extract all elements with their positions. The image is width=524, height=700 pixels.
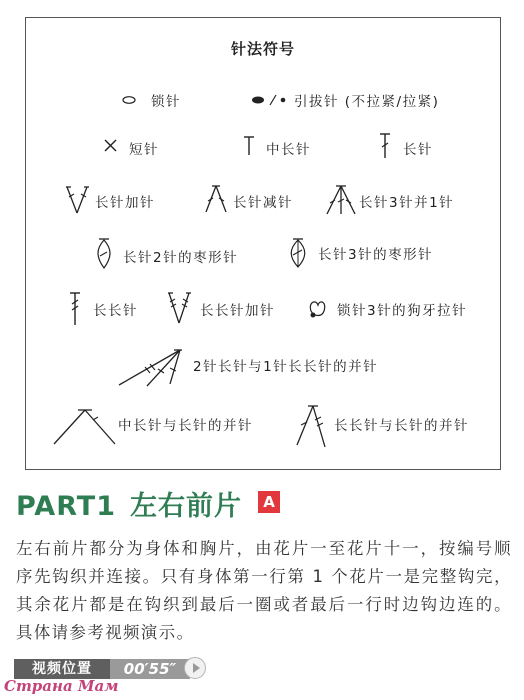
video-timestamp: 00′55″ <box>110 659 190 679</box>
part-subtitle: 左右前片 <box>130 491 242 522</box>
legend-label-hdc-dc-tog: 中长针与长针的并针 <box>118 418 253 434</box>
treble-symbol-icon <box>69 292 83 326</box>
section-badge: A <box>258 491 280 513</box>
chain-symbol-icon <box>122 95 138 105</box>
instruction-paragraph: 左右前片都分为身体和胸片，由花片一至花片十一，按编号顺序先钩织并连接。只有身体第一行第 1 个花片一是完整钩完，其余花片都是在钩织到最后一圈或者最后一行时边钩边连的。具体请参考视频演示。 <box>16 539 512 642</box>
legend-label-dc3tog: 长针3针并1针 <box>359 195 455 211</box>
watermark: Страна Мам <box>4 677 119 695</box>
legend-title: 针法符号 <box>230 40 295 58</box>
legend-label-dc3-cluster: 长针3针的枣形针 <box>318 247 434 263</box>
legend-label-treble-increase: 长长针加针 <box>200 303 275 319</box>
video-position-label: 视频位置 <box>14 659 110 679</box>
double-crochet-symbol-icon <box>379 133 393 159</box>
play-icon[interactable] <box>184 657 206 679</box>
legend-label-dc-increase: 长针加针 <box>95 195 155 211</box>
legend-label-single-crochet: 短针 <box>129 142 159 158</box>
half-double-crochet-symbol-icon <box>243 136 257 156</box>
dc2-tr1-tog-symbol-icon <box>118 348 182 388</box>
dc2-cluster-symbol-icon <box>96 237 112 271</box>
dc3-cluster-symbol-icon <box>289 237 307 269</box>
treble-increase-symbol-icon <box>168 291 192 325</box>
picot-symbol-icon <box>308 299 328 321</box>
legend-label-treble: 长长针 <box>93 303 138 319</box>
part-title <box>16 484 242 523</box>
legend-label-chain: 锁针 <box>151 94 181 110</box>
legend-label-double-crochet: 长针 <box>403 142 433 158</box>
hdc-dc-tog-symbol-icon <box>53 407 117 447</box>
stitch-legend-box <box>25 17 501 470</box>
legend-label-dc2-tr1-tog: 2针长针与1针长长针的并针 <box>193 359 379 375</box>
legend-label-picot: 锁针3针的狗牙拉针 <box>337 303 468 319</box>
slip-stitch-symbol-icon <box>251 94 297 106</box>
legend-label-dc-decrease: 长针减针 <box>233 195 293 211</box>
dc3tog-symbol-icon <box>326 184 356 216</box>
dc-increase-symbol-icon <box>66 185 90 215</box>
single-crochet-symbol-icon <box>104 139 118 153</box>
legend-label-slip-stitch: 引拔针 (不拉紧/拉紧) <box>294 94 440 110</box>
legend-label-dc2-cluster: 长针2针的枣形针 <box>123 250 239 266</box>
tr-dc-tog-symbol-icon <box>295 403 329 449</box>
dc-decrease-symbol-icon <box>205 184 229 214</box>
legend-label-half-double-crochet: 中长针 <box>266 142 311 158</box>
legend-label-tr-dc-tog: 长长针与长针的并针 <box>334 418 469 434</box>
part-number: PART1 <box>16 491 116 522</box>
